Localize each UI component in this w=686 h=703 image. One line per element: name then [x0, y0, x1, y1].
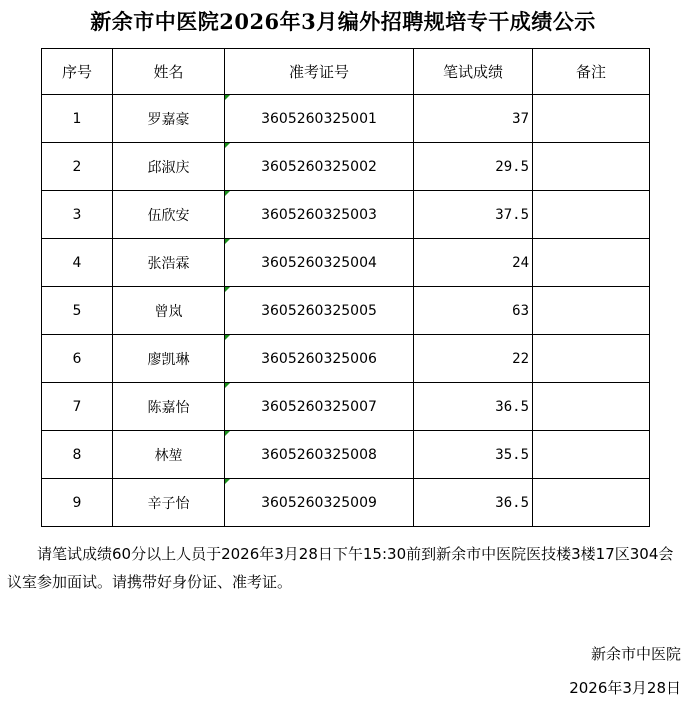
cell-remark	[533, 95, 650, 143]
cell-score-text: 24	[512, 254, 529, 271]
cell-ticket-text: 3605260325009	[261, 494, 377, 511]
cell-name	[113, 479, 225, 527]
cell-name	[113, 383, 225, 431]
cell-remark	[533, 431, 650, 479]
cell-ticket	[225, 191, 414, 239]
cell-name	[113, 95, 225, 143]
cell-seq	[42, 191, 113, 239]
cell-remark	[533, 143, 650, 191]
cell-ticket-text: 3605260325004	[261, 254, 377, 271]
cell-score-text: 36.5	[495, 398, 529, 415]
cell-ticket-text: 3605260325003	[261, 206, 377, 223]
score-table	[41, 48, 650, 527]
cell-ticket-text: 3605260325005	[261, 302, 377, 319]
cell-name-text: 邱淑庆	[147, 159, 190, 176]
cell-score	[414, 479, 533, 527]
cell-ticket-text: 3605260325002	[261, 158, 377, 175]
cell-score-text: 22	[512, 350, 529, 367]
cell-seq	[42, 95, 113, 143]
cell-score	[414, 287, 533, 335]
cell-seq	[42, 335, 113, 383]
table-header-row	[42, 49, 650, 95]
cell-seq-text: 3	[72, 206, 82, 223]
cell-name	[113, 191, 225, 239]
cell-remark	[533, 191, 650, 239]
cell-name	[113, 431, 225, 479]
cell-seq-text: 2	[72, 158, 82, 175]
cell-ticket	[225, 239, 414, 287]
cell-marker-icon	[225, 431, 230, 436]
table-row	[42, 383, 650, 431]
cell-ticket-text: 3605260325006	[261, 350, 377, 367]
table-row	[42, 95, 650, 143]
cell-seq	[42, 143, 113, 191]
page-title: 新余市中医院2026年3月编外招聘规培专干成绩公示	[90, 9, 596, 34]
header-name: 姓名	[113, 49, 225, 95]
notice-text: 请笔试成绩60分以上人员于2026年3月28日下午15:30前到新余市中医院医技楼3楼17区304会议室参加面试。请携带好身份证、准考证。	[7, 545, 674, 591]
cell-score-text: 37.5	[495, 206, 529, 223]
cell-remark	[533, 239, 650, 287]
table-row	[42, 335, 650, 383]
cell-name-text: 罗嘉豪	[147, 111, 190, 128]
cell-score-text: 63	[512, 302, 529, 319]
table-body	[42, 95, 650, 527]
cell-ticket	[225, 479, 414, 527]
cell-ticket	[225, 287, 414, 335]
cell-name-text: 辛子怡	[147, 495, 190, 512]
cell-score	[414, 95, 533, 143]
header-remark: 备注	[533, 49, 650, 95]
cell-seq-text: 5	[72, 302, 82, 319]
cell-name	[113, 287, 225, 335]
cell-marker-icon	[225, 479, 230, 484]
header-score: 笔试成绩	[414, 49, 533, 95]
signature-date: 2026年3月28日	[569, 679, 681, 697]
cell-score	[414, 239, 533, 287]
table-row	[42, 479, 650, 527]
cell-name-text: 廖凯琳	[147, 351, 190, 368]
cell-ticket-text: 3605260325007	[261, 398, 377, 415]
cell-score	[414, 383, 533, 431]
cell-name-text: 林堃	[154, 447, 183, 464]
cell-score-text: 29.5	[495, 158, 529, 175]
cell-marker-icon	[225, 335, 230, 340]
cell-seq	[42, 431, 113, 479]
table-row	[42, 287, 650, 335]
cell-ticket	[225, 143, 414, 191]
cell-marker-icon	[225, 383, 230, 388]
cell-name	[113, 335, 225, 383]
cell-ticket	[225, 335, 414, 383]
cell-marker-icon	[225, 95, 230, 100]
cell-name	[113, 143, 225, 191]
cell-seq	[42, 383, 113, 431]
cell-seq	[42, 239, 113, 287]
table-row	[42, 431, 650, 479]
cell-ticket	[225, 383, 414, 431]
cell-score-text: 35.5	[495, 446, 529, 463]
table-row	[42, 239, 650, 287]
cell-marker-icon	[225, 191, 230, 196]
cell-seq	[42, 479, 113, 527]
cell-remark	[533, 383, 650, 431]
cell-score	[414, 143, 533, 191]
header-seq: 序号	[42, 49, 113, 95]
cell-name	[113, 239, 225, 287]
cell-remark	[533, 479, 650, 527]
header-ticket: 准考证号	[225, 49, 414, 95]
cell-score	[414, 431, 533, 479]
cell-seq-text: 4	[72, 254, 82, 271]
cell-name-text: 伍欣安	[147, 207, 190, 224]
cell-name-text: 陈嘉怡	[147, 399, 190, 416]
cell-ticket-text: 3605260325008	[261, 446, 377, 463]
cell-seq-text: 9	[72, 494, 82, 511]
cell-score	[414, 191, 533, 239]
cell-seq-text: 6	[72, 350, 82, 367]
cell-remark	[533, 335, 650, 383]
cell-marker-icon	[225, 143, 230, 148]
table-row	[42, 191, 650, 239]
cell-score-text: 37	[512, 110, 529, 127]
cell-ticket-text: 3605260325001	[261, 110, 377, 127]
cell-seq-text: 8	[72, 446, 82, 463]
table-row	[42, 143, 650, 191]
cell-score-text: 36.5	[495, 494, 529, 511]
cell-ticket	[225, 95, 414, 143]
cell-name-text: 曾岚	[154, 303, 183, 320]
cell-seq	[42, 287, 113, 335]
cell-marker-icon	[225, 287, 230, 292]
signature-org: 新余市中医院	[590, 645, 681, 663]
cell-score	[414, 335, 533, 383]
cell-marker-icon	[225, 239, 230, 244]
cell-name-text: 张浩霖	[147, 255, 190, 272]
cell-seq-text: 1	[72, 110, 82, 127]
cell-ticket	[225, 431, 414, 479]
cell-remark	[533, 287, 650, 335]
cell-seq-text: 7	[72, 398, 82, 415]
